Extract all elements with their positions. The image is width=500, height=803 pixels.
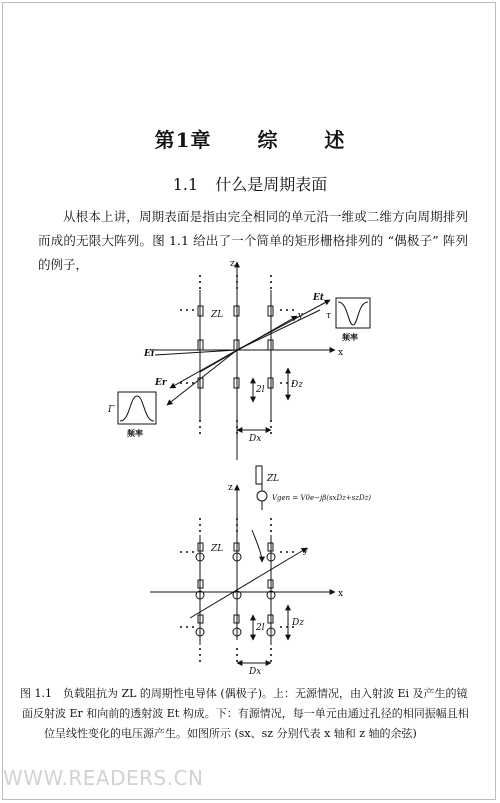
bottom-label-load-inset: ZL — [267, 474, 280, 484]
transmitted-wave-line — [237, 300, 330, 350]
top-dipole-array — [198, 290, 273, 420]
top-label-z: z — [230, 259, 235, 269]
inset-freq-label-1: 频率 — [342, 332, 358, 342]
watermark: WWW.READERS.CN — [3, 766, 204, 790]
top-label-transmitted: Et — [313, 293, 325, 303]
top-label-incident: Ei — [144, 349, 155, 359]
bottom-label-dz: Dz — [292, 618, 304, 628]
top-label-dz: Dz — [291, 380, 303, 390]
feed-load-box — [256, 466, 262, 484]
section-number: 1.1 — [172, 175, 199, 194]
top-label-y: y — [298, 311, 304, 321]
inset-reflection-curve — [120, 396, 154, 421]
top-label-load: ZL — [211, 310, 224, 320]
incident-wave-line — [155, 350, 237, 355]
feed-generator — [257, 491, 267, 501]
caption-line-3: 位呈线性变化的电压源产生。如图所示 (sx、sz 分别代表 x 轴和 z 轴的余弦) — [44, 727, 417, 740]
inset-gamma-symbol: Γ — [108, 405, 115, 415]
bottom-label-z: z — [228, 483, 233, 493]
figure-caption — [20, 684, 490, 744]
bottom-voltage-formula: Vgen = V0e−jβ(sxDz+szDz) — [272, 494, 371, 502]
caption-line-2: 面反射波 Er 和向前的透射波 Et 构成。下：有源情况，每一单元由通过孔径的相同振幅且相 — [22, 707, 469, 720]
top-diagram — [118, 262, 370, 460]
bottom-y-axis — [190, 548, 307, 618]
bottom-label-x: x — [338, 589, 344, 599]
transmitted-wave-line-2 — [237, 310, 320, 350]
feed-arrow — [252, 530, 262, 562]
bottom-label-load: ZL — [211, 544, 224, 554]
top-label-reflected: Er — [155, 378, 167, 388]
inset-transmission-curve — [338, 302, 368, 325]
caption-line-1: 图 1.1 负载阻抗为 ZL 的周期性电导体 (偶极子)。上：无源情况，由入射波 Ei 及产生的镜 — [20, 687, 468, 700]
inset-freq-label-2: 频率 — [127, 428, 143, 438]
chapter-title-part1: 综 — [257, 128, 279, 152]
inset-tau-symbol: τ — [326, 311, 331, 321]
chapter-number: 第1章 — [154, 128, 212, 152]
top-label-x: x — [338, 348, 344, 358]
top-label-dx: Dx — [249, 434, 262, 444]
top-label-2l: 2l — [256, 385, 265, 395]
chapter-title-part2: 述 — [324, 128, 346, 152]
top-labels — [107, 259, 358, 444]
bottom-labels — [210, 474, 371, 677]
bottom-label-dx: Dx — [249, 667, 262, 677]
body-paragraph: 从根本上讲，周期表面是指由完全相同的单元沿一维或二维方向周期排列而成的无限大阵列。图 1.1 给出了一个简单的矩形栅格排列的 “偶极子” 阵列的例子， — [38, 209, 468, 272]
bottom-label-2l: 2l — [256, 623, 265, 633]
bottom-label-y: y — [303, 546, 309, 556]
section-title: 什么是周期表面 — [215, 175, 328, 194]
